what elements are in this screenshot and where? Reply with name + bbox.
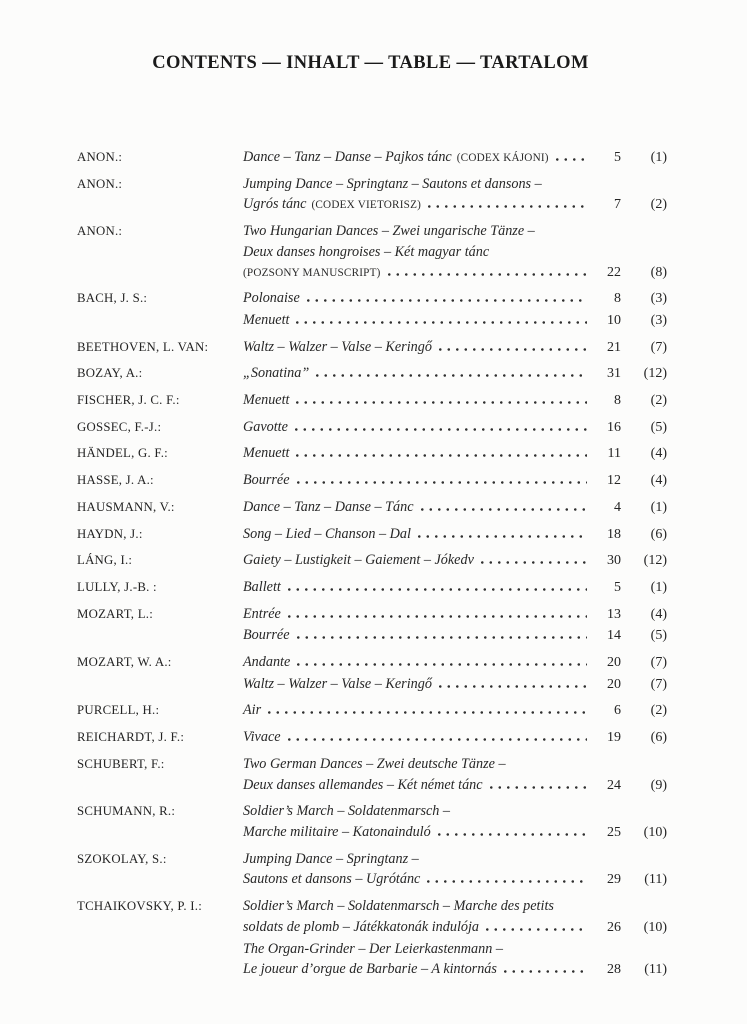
piece-index-number: (7) (650, 339, 667, 355)
dot-leader (438, 833, 587, 836)
toc-entry (77, 497, 667, 519)
piece-line (243, 363, 667, 385)
dot-leader (296, 401, 587, 404)
piece-list (243, 174, 667, 216)
piece-title: Soldier’s March – Soldatenmarsch – (243, 803, 451, 820)
piece-line (243, 849, 667, 870)
page-number: 21 (607, 339, 621, 355)
toc-entry (77, 727, 667, 749)
page-number: 16 (607, 419, 621, 435)
piece-index-number: (1) (650, 579, 667, 595)
piece-line (243, 652, 667, 674)
composer-name: LÁNG, I.: (77, 553, 133, 568)
piece-line (243, 727, 667, 749)
piece-index-number: (12) (643, 553, 667, 569)
piece-list (243, 801, 667, 843)
page-number: 10 (607, 312, 621, 328)
piece-title: Entrée (243, 605, 281, 622)
piece-line (243, 896, 667, 917)
toc-entry (77, 221, 667, 283)
piece-index-number: (2) (650, 197, 667, 213)
piece-index-number: (10) (643, 919, 667, 935)
piece-line (243, 390, 667, 412)
piece-line (243, 497, 667, 519)
piece-title: Soldier’s March – Soldatenmarsch – Marche des petits (243, 898, 554, 915)
composer-name: PURCELL, H.: (77, 703, 160, 718)
toc-entry (77, 417, 667, 439)
piece-line (243, 263, 667, 284)
piece-title: Gavotte (243, 418, 288, 435)
dot-leader (427, 880, 587, 883)
piece-line (243, 470, 667, 492)
piece-line (243, 242, 667, 263)
composer-name: BOZAY, A.: (77, 366, 143, 381)
toc-entry (77, 524, 667, 546)
composer-name: REICHARDT, J. F.: (77, 730, 185, 745)
piece-line (243, 194, 667, 216)
page-number: 29 (607, 872, 621, 888)
page-number: 13 (607, 606, 621, 622)
piece-title: soldats de plomb – Játékkatonák indulója (243, 918, 480, 935)
dot-leader (388, 273, 587, 276)
piece-title: Jumping Dance – Springtanz – (243, 850, 419, 867)
piece-title: Deux danses hongroises – Két magyar tánc (243, 243, 490, 260)
composer-name: SZOKOLAY, S.: (77, 851, 167, 866)
piece-line (243, 939, 667, 960)
composer-name: ANON.: (77, 176, 123, 191)
piece-source-caption: (CODEX VIETORISZ) (311, 199, 422, 212)
piece-list (243, 849, 667, 891)
piece-title: Polonaise (243, 290, 300, 307)
piece-index-number: (3) (650, 312, 667, 328)
dot-leader (439, 685, 587, 688)
piece-list (243, 700, 667, 722)
piece-source-caption: (CODEX KÁJONI) (456, 152, 549, 164)
piece-index-number: (12) (643, 366, 667, 382)
toc-entry (77, 550, 667, 572)
piece-line (243, 674, 667, 696)
piece-title: Two German Dances – Zwei deutsche Tänze – (243, 755, 506, 772)
piece-line (243, 822, 667, 844)
page-number: 11 (607, 446, 621, 462)
piece-index-number: (7) (650, 655, 667, 671)
piece-line (243, 959, 667, 981)
piece-title: Waltz – Walzer – Valse – Keringő (243, 675, 432, 692)
page-number: 5 (614, 150, 621, 165)
piece-line (243, 443, 667, 465)
piece-title: Menuett (243, 445, 290, 462)
dot-leader (504, 970, 587, 973)
piece-index-number: (8) (650, 264, 667, 280)
toc-entry (77, 363, 667, 385)
page-number: 30 (607, 553, 621, 569)
piece-title: Bourrée (243, 627, 290, 644)
dot-leader (428, 205, 587, 208)
piece-list (243, 337, 667, 359)
piece-title: Jumping Dance – Springtanz – Sautons et dansons – (243, 175, 542, 192)
piece-index-number: (7) (650, 676, 667, 692)
piece-title: Gaiety – Lustigkeit – Gaiement – Jókedv (243, 552, 474, 569)
piece-index-number: (1) (650, 499, 667, 515)
dot-leader (316, 374, 587, 377)
page-number: 5 (614, 579, 621, 595)
toc-entry (77, 337, 667, 359)
piece-index-number: (10) (643, 824, 667, 840)
toc-entry (77, 700, 667, 722)
piece-list (243, 443, 667, 465)
piece-title: Marche militaire – Katonainduló (243, 823, 431, 840)
piece-index-number: (4) (650, 606, 667, 622)
toc-entry (77, 470, 667, 492)
piece-list (243, 470, 667, 492)
page-number: 20 (607, 676, 621, 692)
dot-leader (268, 711, 587, 714)
dot-leader (490, 786, 587, 789)
piece-index-number: (11) (644, 962, 667, 978)
composer-name: ANON.: (77, 150, 123, 164)
piece-line (243, 775, 667, 797)
composer-name: HASSE, J. A.: (77, 473, 154, 488)
page-number: 25 (607, 824, 621, 840)
piece-line (243, 917, 667, 939)
toc-entry (77, 604, 667, 647)
composer-name: MOZART, W. A.: (77, 655, 172, 670)
piece-title: Andante (243, 654, 291, 671)
piece-line (243, 288, 667, 310)
page-number: 22 (607, 264, 621, 280)
dot-leader (297, 636, 588, 639)
page-number: 6 (614, 703, 621, 719)
piece-list (243, 363, 667, 385)
piece-line (243, 550, 667, 572)
toc-entry (77, 147, 667, 169)
composer-name: HAYDN, J.: (77, 526, 143, 541)
piece-list (243, 497, 667, 519)
composer-name: ANON.: (77, 224, 123, 239)
dot-leader (481, 561, 587, 564)
composer-name: SCHUBERT, F.: (77, 756, 165, 771)
piece-index-number: (4) (650, 446, 667, 462)
page-number: 26 (607, 919, 621, 935)
piece-title: Le joueur d’orgue de Barbarie – A kintornás (243, 961, 497, 978)
composer-name: BACH, J. S.: (77, 291, 148, 306)
piece-title: Sautons et dansons – Ugrótánc (243, 871, 421, 888)
piece-title: Deux danses allemandes – Két német tánc (243, 776, 483, 793)
piece-source-caption: (POZSONY MANUSCRIPT) (243, 266, 381, 279)
piece-title: Menuett (243, 392, 290, 409)
piece-index-number: (6) (650, 730, 667, 746)
piece-list (243, 754, 667, 796)
piece-list (243, 577, 667, 599)
dot-leader (296, 454, 587, 457)
piece-index-number: (5) (650, 419, 667, 435)
dot-leader (418, 535, 587, 538)
dot-leader (288, 615, 587, 618)
piece-line (243, 524, 667, 546)
page-title: CONTENTS — INHALT — TABLE — TARTALOM (152, 53, 589, 73)
piece-title: Vivace (243, 729, 281, 746)
piece-line (243, 147, 667, 169)
toc-entry (77, 801, 667, 843)
composer-name: LULLY, J.-B. : (77, 579, 157, 594)
piece-line (243, 337, 667, 359)
contents-table (77, 147, 667, 981)
piece-index-number: (5) (650, 628, 667, 644)
piece-title: Menuett (243, 311, 290, 328)
toc-entry (77, 652, 667, 695)
piece-line (243, 754, 667, 775)
piece-list (243, 727, 667, 749)
toc-entry (77, 443, 667, 465)
page-number: 24 (607, 777, 621, 793)
piece-list (243, 221, 667, 283)
toc-entry (77, 754, 667, 796)
piece-index-number: (1) (650, 150, 667, 165)
piece-line (243, 310, 667, 332)
piece-title: Two Hungarian Dances – Zwei ungarische Tänze – (243, 223, 535, 240)
piece-title: Waltz – Walzer – Valse – Keringő (243, 338, 432, 355)
piece-title: Bourrée (243, 472, 290, 489)
page-number: 19 (607, 730, 621, 746)
piece-index-number: (3) (650, 291, 667, 307)
piece-line (243, 417, 667, 439)
piece-index-number: (6) (650, 526, 667, 542)
piece-list (243, 417, 667, 439)
dot-leader (307, 299, 587, 302)
dot-leader (421, 508, 587, 511)
piece-index-number: (2) (650, 703, 667, 719)
piece-title: Dance – Tanz – Danse – Pajkos tánc (243, 149, 452, 165)
piece-line (243, 174, 667, 195)
piece-list (243, 896, 667, 981)
page-number: 12 (607, 473, 621, 489)
composer-name: MOZART, L.: (77, 606, 154, 621)
page-number: 28 (607, 962, 621, 978)
piece-title: Ballett (243, 578, 281, 595)
toc-entry (77, 896, 667, 981)
composer-name: FISCHER, J. C. F.: (77, 393, 180, 408)
composer-name: GOSSEC, F.-J.: (77, 419, 162, 434)
toc-entry (77, 849, 667, 891)
piece-list (243, 604, 667, 647)
toc-entry (77, 577, 667, 599)
piece-list (243, 550, 667, 572)
piece-line (243, 577, 667, 599)
dot-leader (288, 738, 587, 741)
composer-name: BEETHOVEN, L. VAN: (77, 339, 209, 354)
page-number: 8 (614, 393, 621, 409)
page-number: 7 (614, 197, 621, 213)
piece-index-number: (9) (650, 777, 667, 793)
dot-leader (556, 158, 587, 161)
dot-leader (296, 321, 587, 324)
page-number: 31 (607, 366, 621, 382)
page-number: 8 (614, 291, 621, 307)
composer-name: HÄNDEL, G. F.: (77, 446, 168, 461)
toc-entry (77, 390, 667, 412)
piece-index-number: (11) (644, 872, 667, 888)
dot-leader (439, 348, 587, 351)
dot-leader (486, 928, 587, 931)
page-number: 14 (607, 628, 621, 644)
piece-list (243, 524, 667, 546)
piece-title: Song – Lied – Chanson – Dal (243, 525, 411, 542)
composer-name: SCHUMANN, R.: (77, 804, 176, 819)
piece-index-number: (4) (650, 473, 667, 489)
dot-leader (297, 663, 587, 666)
composer-name: TCHAIKOVSKY, P. I.: (77, 899, 203, 914)
piece-list (243, 390, 667, 412)
page-number: 18 (607, 526, 621, 542)
piece-title: Ugrós tánc (243, 196, 307, 213)
page-number: 4 (614, 499, 621, 515)
composer-name: HAUSMANN, V.: (77, 499, 175, 514)
piece-title: Dance – Tanz – Danse – Tánc (243, 498, 414, 515)
page-number: 20 (607, 655, 621, 671)
piece-line (243, 625, 667, 647)
toc-entry (77, 174, 667, 216)
dot-leader (288, 588, 587, 591)
dot-leader (297, 481, 588, 484)
piece-line (243, 869, 667, 891)
piece-title: Air (243, 702, 262, 719)
toc-entry (77, 288, 667, 331)
piece-title: „Sonatina” (243, 365, 310, 382)
piece-list (243, 147, 667, 169)
piece-list (243, 652, 667, 695)
piece-title: The Organ-Grinder – Der Leierkastenmann – (243, 940, 503, 957)
piece-line (243, 221, 667, 242)
piece-line (243, 604, 667, 626)
piece-index-number: (2) (650, 393, 667, 409)
piece-line (243, 700, 667, 722)
dot-leader (295, 428, 587, 431)
piece-line (243, 801, 667, 822)
piece-list (243, 288, 667, 331)
